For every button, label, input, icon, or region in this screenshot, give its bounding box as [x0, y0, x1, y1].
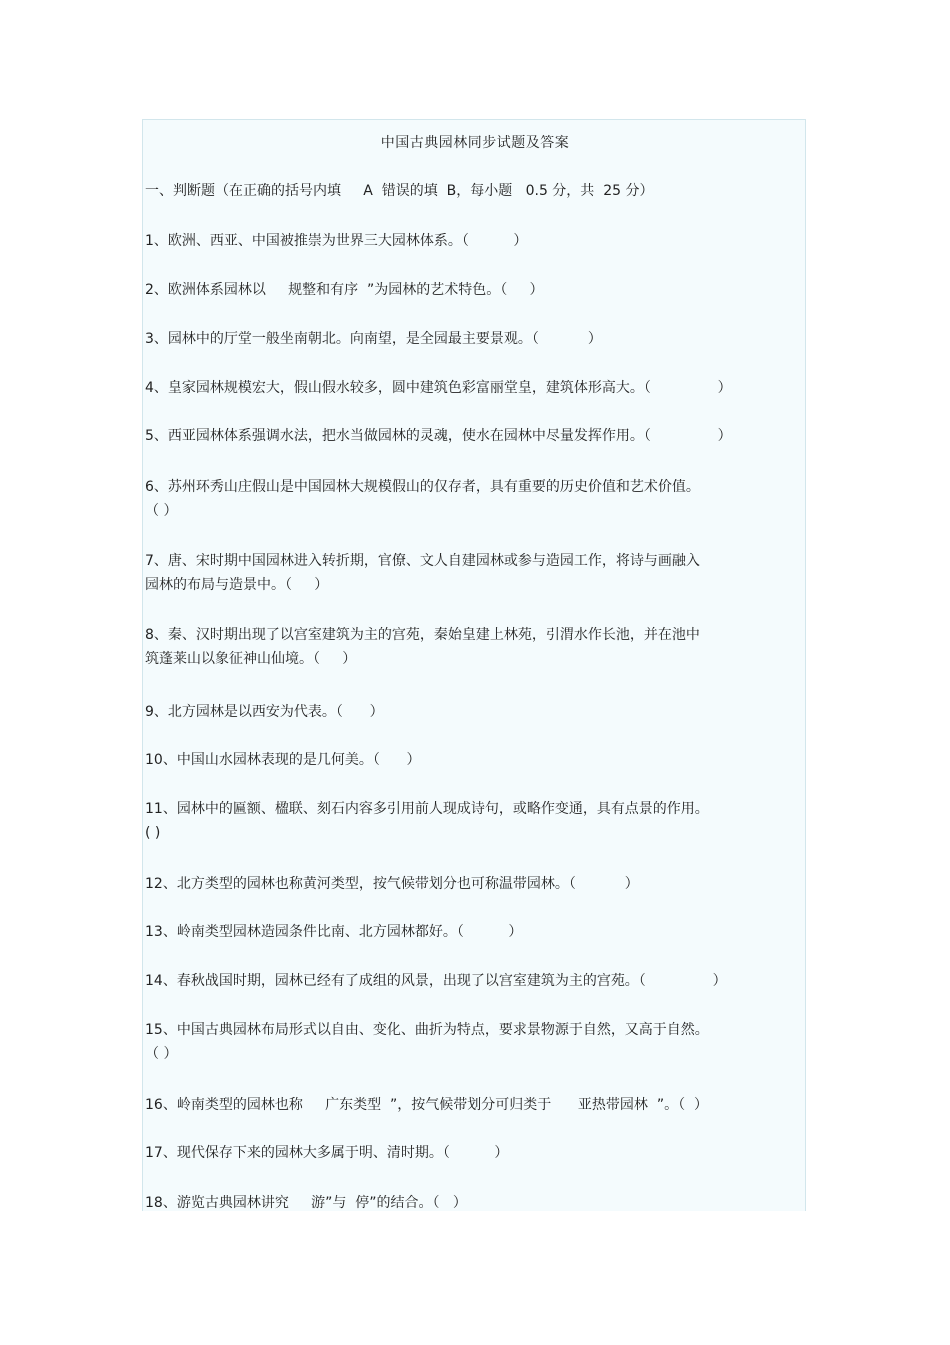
- section-heading: 一、判断题（在正确的括号内填 A 错误的填 B，每小题 0.5 分，共 25 分）: [145, 183, 654, 199]
- question-2: 2、欧洲体系园林以 规整和有序 ”为园林的艺术特色。（ ）: [145, 282, 544, 298]
- document-title: 中国古典园林同步试题及答案: [380, 135, 570, 151]
- question-17: 17、现代保存下来的园林大多属于明、清时期。（ ）: [145, 1145, 509, 1161]
- question-18: 18、游览古典园林讲究 游”与 停”的结合。（ ）: [145, 1195, 467, 1211]
- question-7: 7、唐、宋时期中国园林进入转折期，官僚、文人自建园林或参与造园工作，将诗与画融入 园林的布局与造景中。（ ）: [145, 553, 700, 593]
- question-13: 13、岭南类型园林造园条件比南、北方园林都好。（ ）: [145, 924, 523, 940]
- question-4: 4、皇家园林规模宏大，假山假水较多，圆中建筑色彩富丽堂皇，建筑体形高大。（ ）: [145, 380, 732, 396]
- question-9: 9、北方园林是以西安为代表。（ ）: [145, 704, 384, 720]
- question-12: 12、北方类型的园林也称黄河类型，按气候带划分也可称温带园林。（ ）: [145, 876, 639, 892]
- document-page: [142, 119, 806, 1211]
- question-1: 1、欧洲、西亚、中国被推崇为世界三大园林体系。（ ）: [145, 233, 528, 249]
- question-15: 15、中国古典园林布局形式以自由、变化、曲折为特点，要求景物源于自然，又高于自然。 （ ）: [145, 1022, 709, 1062]
- question-16: 16、岭南类型的园林也称 广东类型 ”，按气候带划分可归类于 亚热带园林 ”。（ ）: [145, 1097, 708, 1113]
- question-6: 6、苏州环秀山庄假山是中国园林大规模假山的仅存者，具有重要的历史价值和艺术价值。 （ ）: [145, 479, 700, 519]
- question-3: 3、园林中的厅堂一般坐南朝北。向南望，是全园最主要景观。（ ）: [145, 331, 602, 347]
- question-5: 5、西亚园林体系强调水法，把水当做园林的灵魂，使水在园林中尽量发挥作用。（ ）: [145, 428, 732, 444]
- question-11: 11、园林中的匾额、楹联、刻石内容多引用前人现成诗句，或略作变通，具有点景的作用。 ( ): [145, 801, 709, 841]
- question-14: 14、春秋战国时期，园林已经有了成组的风景，出现了以宫室建筑为主的宫苑。（ ）: [145, 973, 727, 989]
- question-10: 10、中国山水园林表现的是几何美。（ ）: [145, 752, 421, 768]
- question-8: 8、秦、汉时期出现了以宫室建筑为主的宫苑，秦始皇建上林苑，引渭水作长池，并在池中 筑蓬莱山以象征神山仙境。（ ）: [145, 627, 700, 667]
